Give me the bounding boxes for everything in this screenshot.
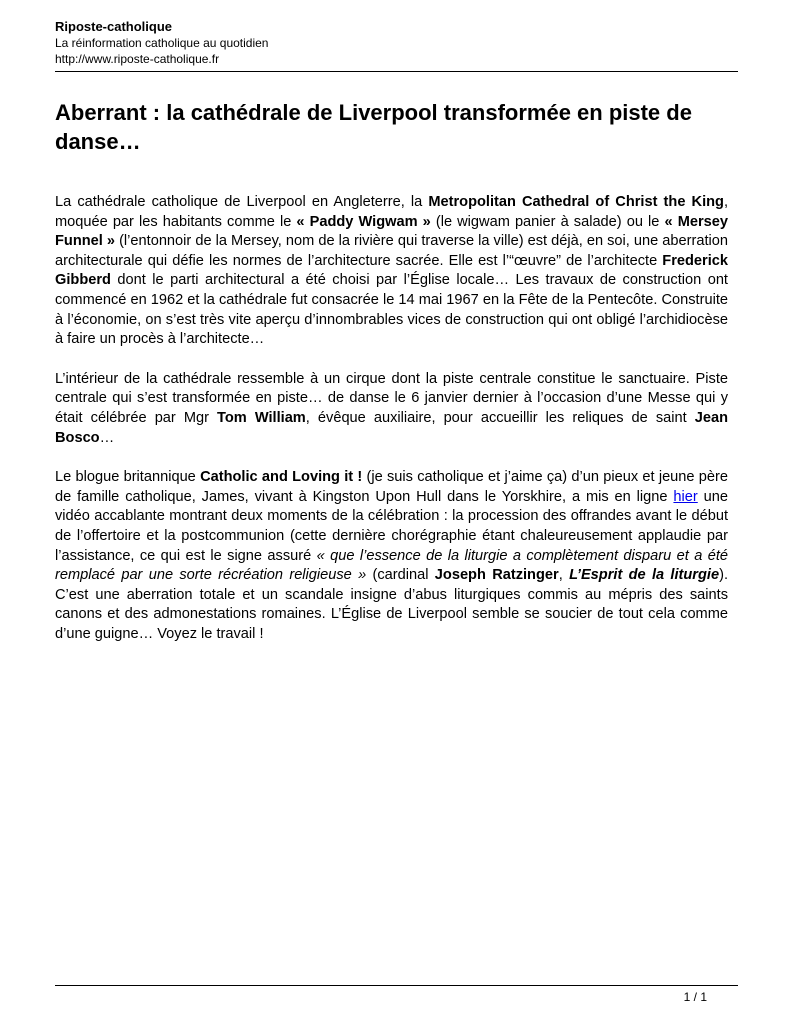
bold-cardinal-name: Joseph Ratzinger <box>434 567 559 584</box>
text-run: … <box>99 429 115 446</box>
page-number: 1 / 1 <box>683 990 707 1004</box>
text-run: Le blogue britannique <box>55 469 201 486</box>
text-run: (l’entonnoir de la Mersey, nom de la rivière qui traverse la ville) est déjà, en soi, une aberration architecturale qui défie les normes de l’architecture sacrée. Elle est l’“œuvre” de l’architecte <box>55 233 729 269</box>
bold-saint-name: Jean Bosco <box>55 409 729 446</box>
text-run: , évêque auxiliaire, pour accueillir les reliques de saint <box>305 409 695 426</box>
paragraph-3 <box>55 468 728 644</box>
text-run: , <box>558 567 570 584</box>
bold-architect-name: Frederick Gibberd <box>55 252 728 289</box>
bold-blog-name: Catholic and Loving it ! <box>200 469 363 486</box>
text-run: , moquée par les habitants comme le <box>55 194 729 230</box>
text-run: (le wigwam panier à salade) ou le <box>430 213 665 230</box>
bold-italic-book-title: L’Esprit de la liturgie <box>569 567 720 584</box>
bold-cathedral-name: Metropolitan Cathedral of Christ the King <box>428 194 724 210</box>
bold-nickname-mersey-funnel: « Mersey Funnel » <box>55 213 728 250</box>
footer-divider <box>55 985 738 986</box>
italic-quote: « que l’essence de la liturgie a complètement disparu et a été remplacé par une sorte récréation religieuse » <box>55 547 728 584</box>
text-run: une vidéo accablante montrant deux moments de la célébration : la procession des offrandes avant le début de l’offertoire et la postcommunion (cette dernière chorégraphie étant chaleureusement applaudie par l’assistance, ce qui est le signe assuré <box>55 488 729 564</box>
paragraph-1 <box>55 193 728 350</box>
text-run: (je suis catholique et j’aime ça) d’un pieux et jeune père de famille catholique, James, vivant à Kingston Upon Hull dans le Yorskhire, a mis en ligne <box>55 469 729 505</box>
text-run: (cardinal <box>366 567 435 584</box>
bold-bishop-name: Tom William <box>217 409 306 426</box>
bold-nickname-paddy-wigwam: « Paddy Wigwam » <box>296 213 431 230</box>
article-title: Aberrant : la cathédrale de Liverpool transformée en piste de danse… <box>55 100 692 154</box>
site-url: http://www.riposte-catholique.fr <box>55 52 220 66</box>
article-body <box>55 193 728 664</box>
site-tagline: La réinformation catholique au quotidien <box>55 36 269 50</box>
text-run: dont le parti architectural a été choisi par l’Église locale… Les travaux de construction ont commencé en 1962 et la cathédrale fut consacrée le 14 mai 1967 en la Fête de la Pentecôte. Construite à l’économie, on s’est très vite aperçu d’innombrables vices de construction qui ont obligé l’archidiocèse à faire un procès à l’architecte… <box>55 272 728 348</box>
paragraph-2 <box>55 370 728 448</box>
document-header <box>55 18 738 67</box>
site-name: Riposte-catholique <box>55 19 173 34</box>
hier-link[interactable]: hier <box>673 488 698 505</box>
header-divider <box>55 71 738 72</box>
text-run: L’intérieur de la cathédrale ressemble à un cirque dont la piste centrale constitue le sanctuaire. Piste centrale qui s’est transformée en piste… de danse le 6 janvier dernier à l’occasion d’une Messe qui y était célébrée par Mgr <box>55 370 728 426</box>
text-run: ). C’est une aberration totale et un scandale insigne d’abus liturgiques commis au mépris des saints canons et des admonestations romaines. L’Église de Liverpool semble se soucier de tout cela comme d’une guigne… Voyez le travail ! <box>55 567 728 642</box>
text-run: La cathédrale catholique de Liverpool en Angleterre, la <box>55 194 429 210</box>
